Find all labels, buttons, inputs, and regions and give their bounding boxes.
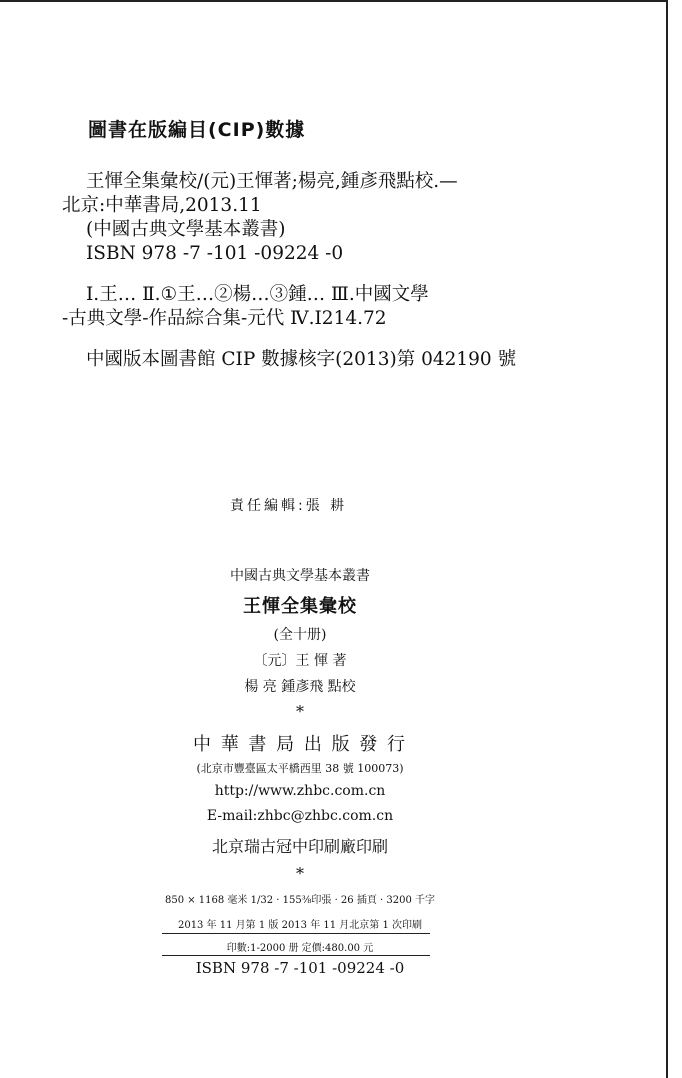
publisher-address: (北京市豐臺區太平橋西里 38 號 100073) bbox=[196, 762, 404, 775]
responsible-editor: 責任編輯:張 耕 bbox=[230, 498, 348, 514]
editors-line: 楊 亮 鍾彥飛 點校 bbox=[244, 679, 356, 695]
edition-info: 2013 年 11 月第 1 版 2013 年 11 月北京第 1 次印刷 bbox=[177, 920, 423, 931]
print-run-and-price: 印數:1-2000 册 定價:480.00 元 bbox=[226, 943, 374, 954]
volume-count: (全十册) bbox=[273, 627, 327, 643]
series-name: 中國古典文學基本叢書 bbox=[230, 568, 370, 584]
cip-classification: Ⅰ.王… Ⅱ.①王…②楊…③鍾… Ⅲ.中國文學 bbox=[86, 284, 429, 305]
cip-isbn: ISBN 978 -7 -101 -09224 -0 bbox=[86, 243, 344, 264]
separator-star: * bbox=[296, 864, 304, 883]
cip-block bbox=[62, 118, 602, 372]
cip-title: 圖書在版編目(CIP)數據 bbox=[88, 119, 306, 141]
publisher-website: http://www.zhbc.com.cn bbox=[214, 783, 386, 799]
print-specs: 850 × 1168 毫米 1/32 · 155⅜印張 · 26 插頁 · 3200 千字 bbox=[164, 895, 435, 906]
cip-line: 王惲全集彙校/(元)王惲著;楊亮,鍾彥飛點校.— bbox=[86, 171, 458, 192]
publisher-email: E-mail:zhbc@zhbc.com.cn bbox=[206, 808, 394, 824]
spacer bbox=[62, 266, 602, 283]
top-rule bbox=[162, 933, 430, 934]
spacer bbox=[62, 331, 602, 348]
bottom-rule bbox=[162, 955, 430, 956]
colophon-isbn: ISBN 978 -7 -101 -09224 -0 bbox=[195, 959, 405, 977]
cip-line: (中國古典文學基本叢書) bbox=[86, 219, 286, 240]
publisher: 中 華 書 局 出 版 發 行 bbox=[192, 734, 408, 755]
cip-classification: -古典文學-作品綜合集-元代 Ⅳ.I214.72 bbox=[62, 308, 387, 329]
author-line: 〔元〕王 惲 著 bbox=[253, 653, 347, 669]
cip-line: 北京:中華書局,2013.11 bbox=[62, 195, 262, 216]
separator-star: * bbox=[296, 702, 304, 721]
cip-record-number: 中國版本圖書館 CIP 數據核字(2013)第 042190 號 bbox=[86, 349, 517, 370]
book-title: 王惲全集彙校 bbox=[243, 596, 357, 617]
printer: 北京瑞古冠中印刷廠印刷 bbox=[211, 837, 388, 856]
